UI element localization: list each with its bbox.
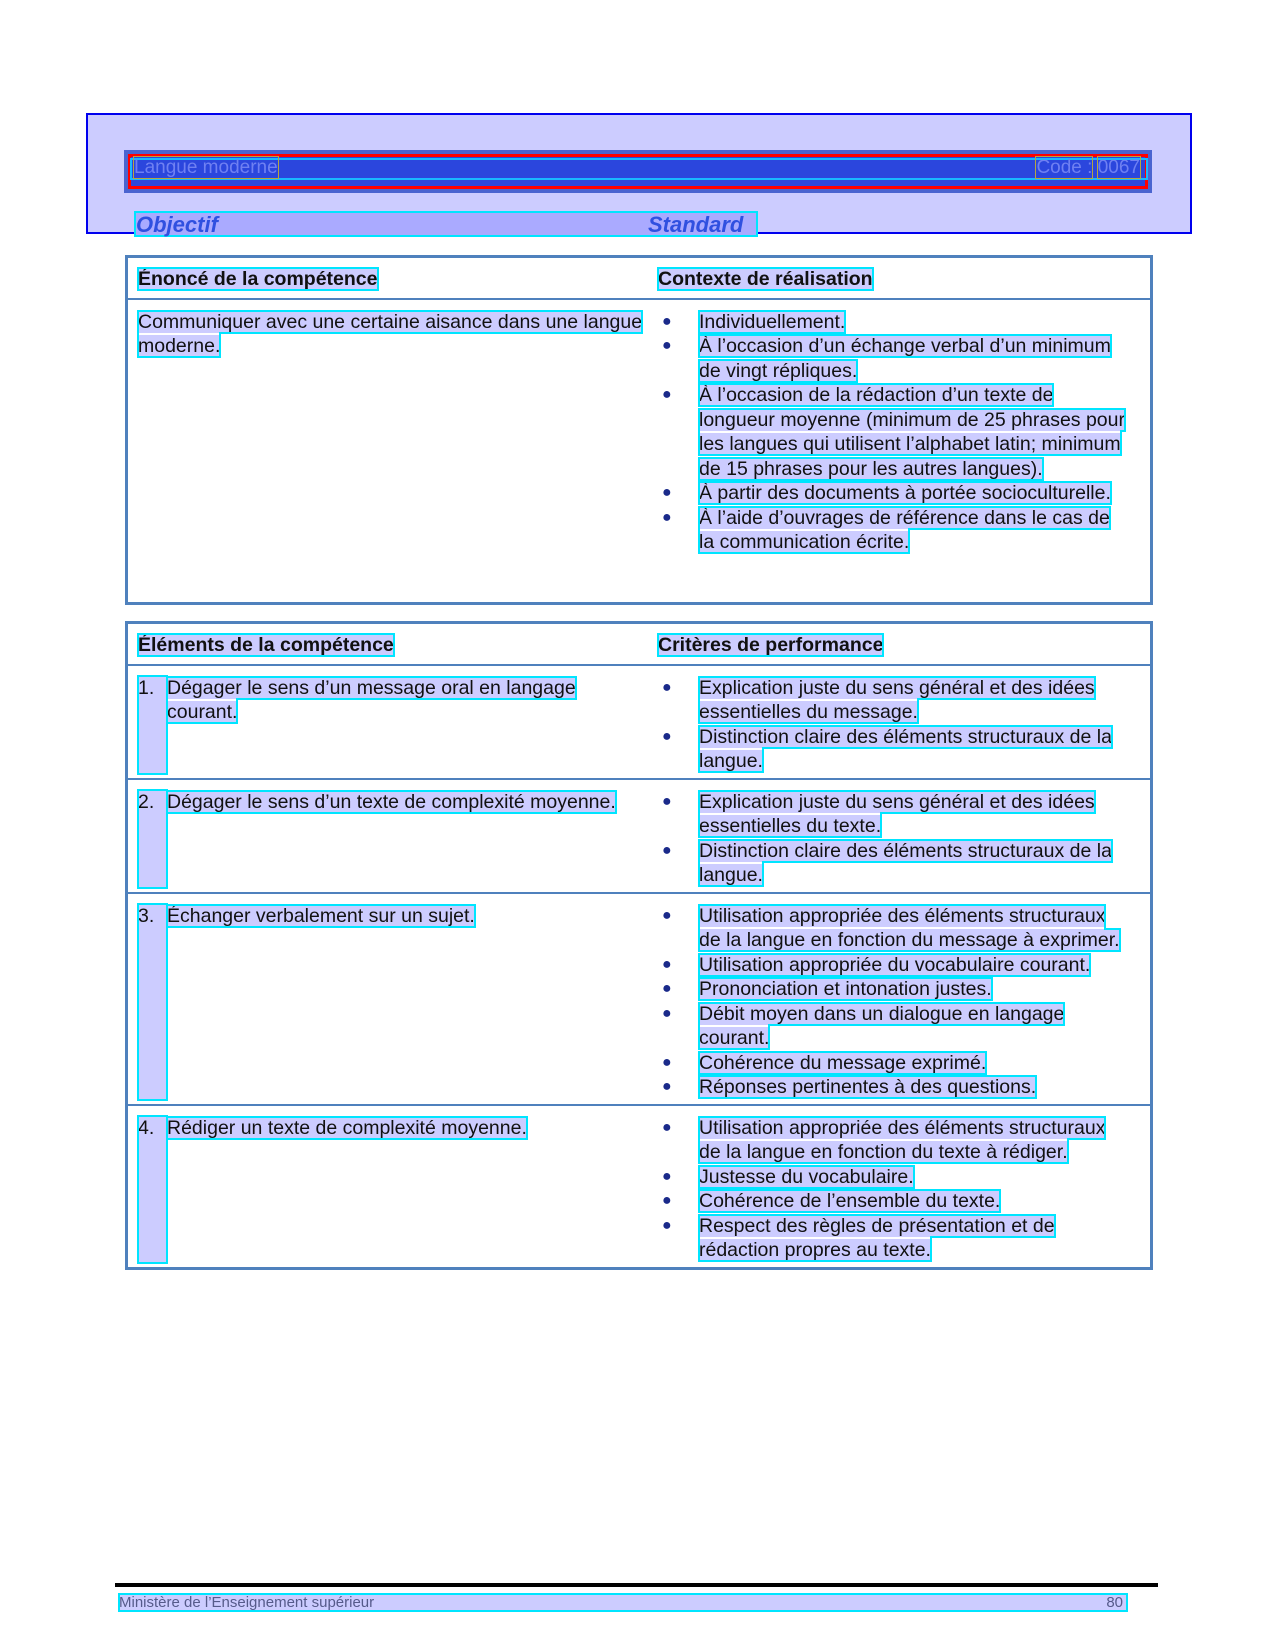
- bullet-icon: ●: [662, 1004, 672, 1022]
- course-subject: Langue moderne: [134, 157, 278, 178]
- bullet-icon: ●: [662, 508, 672, 526]
- bullet-item: ● Explication juste du sens général et des idées essentielles du message.: [662, 676, 1095, 723]
- column-header: Énoncé de la compétence: [138, 268, 378, 290]
- bullet-item: ● Utilisation appropriée du vocabulaire courant.: [662, 953, 1091, 976]
- bullet-item: ● Distinction claire des éléments structuraux de la langue.: [662, 839, 1112, 886]
- element-number: 3.: [138, 904, 167, 1100]
- bullet-icon: ●: [662, 337, 672, 354]
- bullet-icon: ●: [662, 1078, 672, 1095]
- bullet-icon: ●: [662, 841, 672, 859]
- bullet-icon: ●: [662, 678, 672, 696]
- bullet-item: ● À l’occasion de la rédaction d’un texte de longueur moyenne (minimum de 25 phrases pour les langues qui utilisent l’alphabet latin; minimum de 15 phrases pour les autres langues).: [662, 384, 1125, 480]
- element-number: 1.: [138, 676, 167, 774]
- bullet-icon: ●: [662, 1167, 672, 1185]
- bullet-item: ● Débit moyen dans un dialogue en langage courant.: [662, 1002, 1065, 1049]
- bullet-icon: ●: [662, 1053, 672, 1071]
- bullet-item: ● À l’occasion d’un échange verbal d’un minimum de vingt répliques.: [662, 335, 1111, 382]
- bullet-icon: ●: [662, 484, 672, 501]
- column-header: Éléments de la compétence: [138, 634, 394, 656]
- bullet-icon: ●: [662, 1216, 672, 1234]
- bullet-item: ● Cohérence du message exprimé.: [662, 1051, 987, 1074]
- bullet-item: ● Réponses pertinentes à des questions.: [662, 1076, 1037, 1098]
- element-number: 4.: [138, 1116, 167, 1263]
- column-header: Critères de performance: [658, 634, 884, 656]
- competence-elements-table: [125, 621, 1153, 1270]
- table-row: [128, 666, 1150, 780]
- element-text: Rédiger un texte de complexité moyenne.: [167, 1116, 527, 1139]
- bullet-item: ● À l’aide d’ouvrages de référence dans le cas de la communication écrite.: [662, 506, 1110, 553]
- code-value: 0067: [1097, 157, 1140, 178]
- bullet-item: ● Prononciation et intonation justes.: [662, 978, 992, 1000]
- competence-statement: Communiquer avec une certaine aisance dans une langue moderne.: [138, 310, 643, 357]
- bullet-item: ● Explication juste du sens général et des idées essentielles du texte.: [662, 790, 1095, 837]
- column-header: Contexte de réalisation: [658, 268, 873, 290]
- table-row: [128, 894, 1150, 1106]
- bullet-icon: ●: [662, 792, 672, 810]
- objective-label: Objectif: [136, 212, 218, 237]
- page-number: 80: [1106, 1594, 1123, 1611]
- table-row: [128, 780, 1150, 894]
- bullet-item: ● Distinction claire des éléments structuraux de la langue.: [662, 725, 1112, 772]
- element-text: Dégager le sens d’un texte de complexité moyenne.: [167, 790, 616, 813]
- page-footer: [119, 1594, 1127, 1611]
- bullet-item: ● Justesse du vocabulaire.: [662, 1165, 914, 1188]
- bullet-icon: ●: [662, 955, 672, 973]
- bullet-item: ● Individuellement.: [662, 310, 846, 333]
- bullet-icon: ●: [662, 906, 672, 924]
- standard-label: Standard: [648, 212, 744, 237]
- bullet-icon: ●: [662, 386, 672, 403]
- bullet-icon: ●: [662, 727, 672, 745]
- objective-standard-row: [136, 213, 756, 235]
- competence-statement-table: [125, 255, 1153, 605]
- bullet-icon: ●: [662, 1192, 672, 1209]
- course-title-bar: [124, 150, 1152, 193]
- footer-rule: [115, 1583, 1158, 1587]
- element-text: Dégager le sens d’un message oral en langage courant.: [167, 676, 576, 723]
- bullet-icon: ●: [662, 312, 672, 330]
- bullet-item: ● Respect des règles de présentation et de rédaction propres au texte.: [662, 1214, 1055, 1261]
- bullet-icon: ●: [662, 1118, 672, 1136]
- bullet-icon: ●: [662, 980, 672, 997]
- table-row: [128, 1106, 1150, 1267]
- element-text: Échanger verbalement sur un sujet.: [167, 904, 475, 927]
- bullet-item: ● À partir des documents à portée socioculturelle.: [662, 482, 1111, 504]
- bullet-item: ● Cohérence de l’ensemble du texte.: [662, 1190, 1001, 1212]
- bullet-item: ● Utilisation appropriée des éléments structuraux de la langue en fonction du texte à rédiger.: [662, 1116, 1106, 1163]
- footer-ministry: Ministère de l’Enseignement supérieur: [119, 1594, 375, 1611]
- element-number: 2.: [138, 790, 167, 888]
- code-label: Code :: [1036, 157, 1093, 178]
- bullet-item: ● Utilisation appropriée des éléments structuraux de la langue en fonction du message à exprimer.: [662, 904, 1120, 951]
